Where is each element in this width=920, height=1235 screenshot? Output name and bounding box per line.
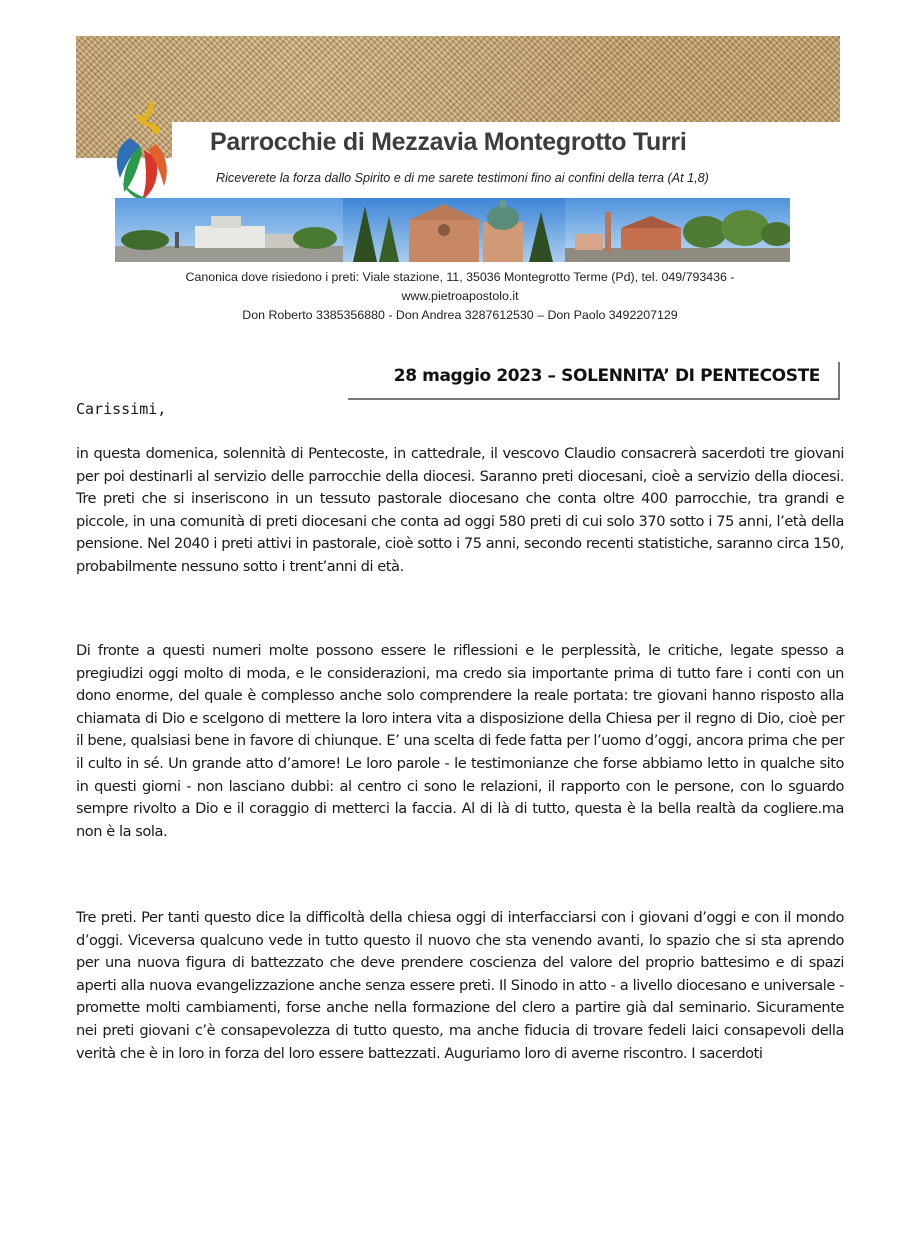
- body-paragraph-3: [76, 907, 844, 1065]
- rectory-address: Canonica dove risiedono i preti: Viale stazione, 11, 35036 Montegrotto Terme (Pd), tel. 049/793436 -: [185, 270, 735, 284]
- body-paragraph-2: [76, 640, 844, 843]
- salutation: Carissimi,: [76, 400, 167, 418]
- parish-logo-icon: [112, 100, 174, 210]
- date-title: 28 maggio 2023 – SOLENNITA’ DI PENTECOSTE: [393, 366, 820, 386]
- parish-title: Parrocchie di Mezzavia Montegrotto Turri: [210, 128, 687, 156]
- contact-block: [80, 268, 840, 325]
- paragraph-text: in questa domenica, solennità di Pentecoste, in cattedrale, il vescovo Claudio consacrerà sacerdoti tre giovani per poi destinarli al servizio delle parrocchie della diocesi. Saranno preti diocesani, cioè a servizio della diocesi. Tre preti che si inseriscono in un tessuto pastorale diocesano che conta oltre 400 parrocchie, tra grandi e piccole, in una comunità di preti diocesani che conta ad oggi 580 preti di cui solo 370 sotto i 75 anni, l’età della pensione. Nel 2040 i preti attivi in pastorale, cioè sotto i 75 anni, secondo recenti statistiche, saranno circa 150, probabilmente nessuno sotto i trent’anni di età.: [76, 445, 844, 575]
- date-title-box: [348, 362, 840, 400]
- paragraph-text: Tre preti. Per tanti questo dice la difficoltà della chiesa oggi di interfacciarsi con i giovani d’oggi e con il mondo d’oggi. Viceversa qualcuno vede in tutto questo il nuovo che sta venendo avanti, lo spazio che si sta aprendo per una nuova figura di battezzato che deve prendere coscienza del valore del proprio battesimo e di spazi aperti alla nuova evangelizzazione anche senza essere preti. Il Sinodo in atto - a livello diocesano e universale - promette molti cambiamenti, forse anche nella formazione del clero a partire già dal seminario. Sicuramente nei preti giovani c’è consapevolezza di tutto questo, ma anche fiducia di trovare fedeli laici consapevoli della verità che è in loro in forza del loro essere battezzati. Auguriamo loro di averne riscontro. I sacerdoti: [76, 909, 844, 1062]
- parish-motto: Riceverete la forza dallo Spirito e di me sarete testimoni fino ai confini della terra (At 1,8): [216, 171, 709, 185]
- paragraph-text: Di fronte a questi numeri molte possono essere le riflessioni e le perplessità, le critiche, legate spesso a pregiudizi oggi molto di moda, e le considerazioni, ma credo sia importante prima di tutto fare i conti con un dono enorme, del quale è complesso anche solo comprendere la reale portata: tre giovani hanno risposto alla chiamata di Dio e scelgono di mettere la loro intera vita a disposizione della Chiesa per il regno di Dio, cioè per il bene, qualsiasi bene in favore di chiunque. E’ una scelta di fede fatta per l’uomo d’oggi, ancora prima che per il culto in sé. Un grande atto d’amore! Le loro parole - le testimonianze che forse abbiamo letto in qualche sito in questi giorni - non lasciano dubbi: al centro ci sono le relazioni, il rapporto con le persone, con lo sguardo sempre rivolto a Dio e il coraggio di metterci la faccia. Al di là di tutto, questa è la bella realtà da cogliere.ma non è la sola.: [76, 642, 844, 840]
- church-photo-turri: [565, 198, 790, 262]
- church-photo-mezzavia: [115, 198, 343, 262]
- website-link[interactable]: www.pietroapostolo.it: [401, 289, 519, 303]
- church-photo-strip: [115, 198, 790, 262]
- priests-phones: Don Roberto 3385356880 - Don Andrea 3287612530 – Don Paolo 3492207129: [242, 308, 678, 322]
- body-paragraph-1: [76, 443, 844, 579]
- church-photo-montegrotto: [343, 198, 565, 262]
